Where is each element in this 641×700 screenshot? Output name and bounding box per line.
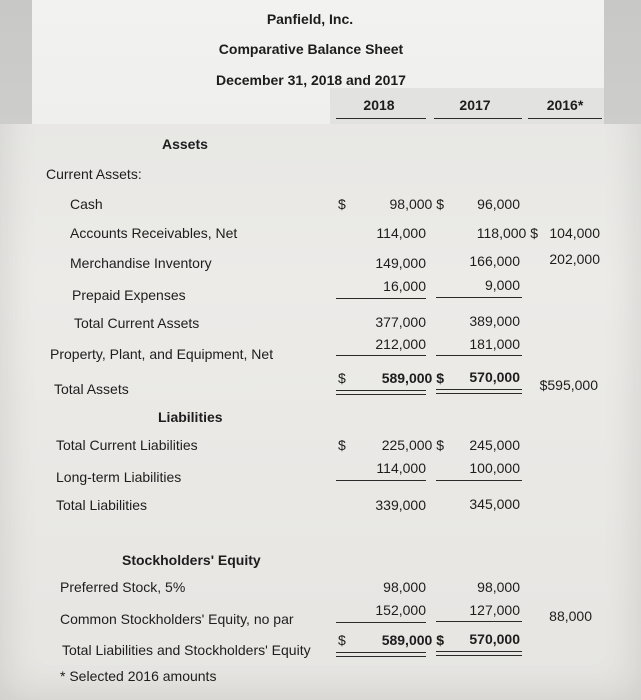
common-equity-2018: 152,000 — [375, 602, 426, 618]
long-term-underline-2017 — [436, 480, 522, 481]
total-liabilities-2017: 345,000 — [469, 496, 520, 512]
ppe-2017: 181,000 — [469, 336, 520, 352]
ar-2017: 118,000 $ — [476, 225, 538, 241]
equity-heading: Stockholders' Equity — [122, 552, 261, 568]
long-term-liabilities-2017: 100,000 — [469, 460, 520, 476]
prepaid-underline-2018 — [336, 298, 426, 299]
ppe-2018: 212,000 — [375, 336, 426, 352]
cash-2017: 96,000 — [477, 196, 520, 212]
statement-period: December 31, 2018 and 2017 — [216, 72, 406, 88]
long-term-liabilities-label: Long-term Liabilities — [56, 469, 182, 485]
cash-label: Cash — [70, 196, 103, 212]
current-liabilities-dollar-sign: $ — [338, 437, 346, 453]
header-underline-2017 — [434, 118, 522, 119]
total-current-assets-2018: 377,000 — [375, 314, 426, 330]
ar-2016: 104,000 — [549, 225, 600, 241]
total-current-liabilities-label: Total Current Liabilities — [56, 437, 198, 453]
current-assets-label: Current Assets: — [46, 166, 142, 182]
ppe-underline-2018 — [336, 355, 426, 356]
total-liabilities-equity-2018: 589,000 $ — [381, 632, 444, 648]
total-assets-2018: 589,000 $ — [381, 370, 444, 386]
inventory-2017: 166,000 — [469, 253, 520, 269]
prepaid-label: Prepaid Expenses — [72, 287, 186, 303]
column-header-2017: 2017 — [459, 97, 491, 113]
ar-label: Accounts Receivables, Net — [70, 225, 238, 241]
statement-title: Comparative Balance Sheet — [218, 41, 404, 57]
total-liabilities-label: Total Liabilities — [56, 497, 148, 513]
column-header-2016: 2016* — [546, 97, 584, 113]
total-assets-label: Total Assets — [54, 381, 129, 397]
header-underline-2016 — [528, 118, 602, 119]
long-term-liabilities-2018: 114,000 — [376, 460, 426, 476]
total-current-liabilities-2018: 225,000 $ — [381, 437, 444, 453]
company-name: Panfield, Inc. — [266, 11, 354, 27]
total-assets-dollar-sign: $ — [338, 370, 346, 386]
total-le-double-underline-2018 — [336, 652, 426, 657]
prepaid-2017: 9,000 — [484, 277, 520, 293]
prepaid-underline-2017 — [436, 297, 522, 298]
total-liabilities-equity-label: Total Liabilities and Stockholders' Equity — [62, 642, 311, 658]
common-equity-2016: 88,000 — [549, 608, 592, 624]
preferred-stock-2017: 98,000 — [477, 579, 520, 595]
preferred-stock-2018: 98,000 — [383, 579, 426, 595]
total-liabilities-equity-2017: 570,000 — [469, 631, 520, 647]
header-underline-2018 — [336, 118, 426, 119]
common-underline-2018 — [336, 622, 426, 623]
column-header-2018: 2018 — [363, 97, 395, 113]
total-current-assets-2017: 389,000 — [469, 313, 520, 329]
common-underline-2017 — [436, 621, 522, 622]
liabilities-heading: Liabilities — [158, 409, 223, 425]
inventory-2018: 149,000 — [375, 255, 426, 271]
prepaid-2018: 16,000 — [383, 278, 426, 294]
inventory-label: Merchandise Inventory — [70, 255, 212, 271]
total-assets-double-underline-2018 — [336, 390, 426, 395]
total-le-double-underline-2017 — [436, 651, 522, 656]
total-liabilities-2018: 339,000 — [375, 497, 426, 513]
inventory-2016: 202,000 — [549, 251, 600, 267]
footnote: * Selected 2016 amounts — [60, 668, 217, 684]
common-equity-label: Common Stockholders' Equity, no par — [60, 611, 294, 627]
total-current-liabilities-2017: 245,000 — [469, 437, 520, 453]
ppe-label: Property, Plant, and Equipment, Net — [50, 346, 274, 362]
assets-heading: Assets — [162, 136, 208, 152]
long-term-underline-2018 — [336, 480, 426, 481]
total-assets-2017: 570,000 — [469, 369, 520, 385]
cash-2018: 98,000 $ — [389, 196, 444, 212]
total-current-assets-label: Total Current Assets — [74, 315, 200, 331]
ppe-underline-2017 — [436, 355, 522, 356]
common-equity-2017: 127,000 — [469, 602, 520, 618]
preferred-stock-label: Preferred Stock, 5% — [60, 579, 186, 595]
cash-dollar-sign: $ — [338, 196, 346, 212]
total-assets-2016: $595,000 — [539, 377, 598, 393]
total-assets-double-underline-2017 — [436, 389, 522, 394]
total-liabilities-equity-dollar-sign: $ — [338, 632, 346, 648]
ar-2018: 114,000 — [376, 225, 426, 241]
